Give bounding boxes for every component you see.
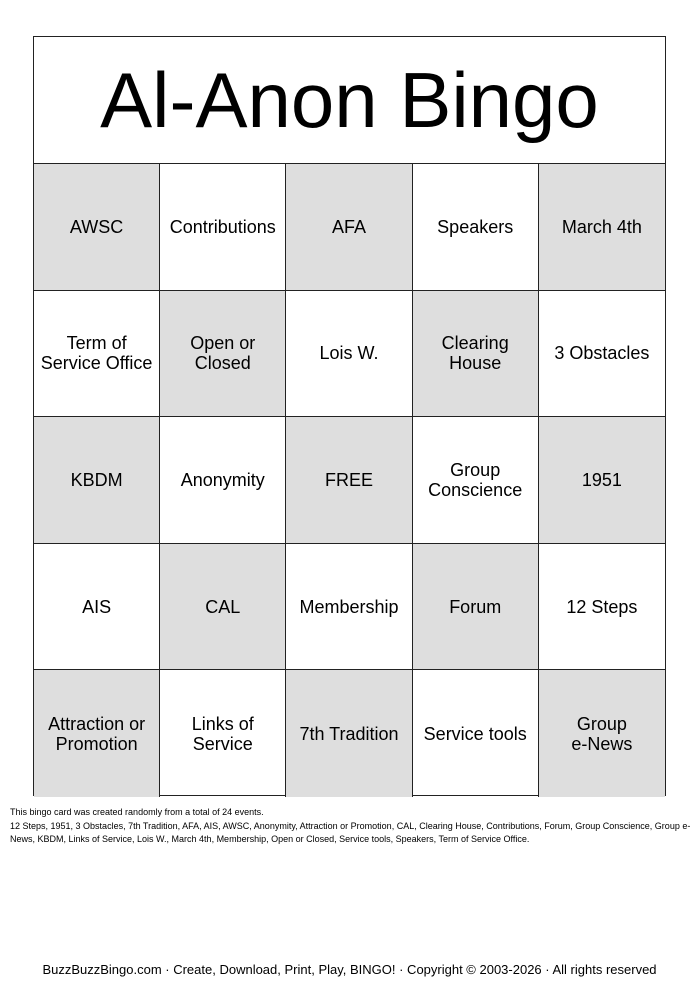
bingo-cell: Lois W.: [286, 291, 412, 418]
bingo-cell: AIS: [34, 544, 160, 671]
bingo-cell: Contributions: [160, 164, 286, 291]
bingo-cell: Links of Service: [160, 670, 286, 797]
bingo-cell: AFA: [286, 164, 412, 291]
card-note: [10, 806, 695, 847]
bingo-cell: Attraction or Promotion: [34, 670, 160, 797]
bingo-cell: Clearing House: [413, 291, 539, 418]
bingo-grid: [34, 164, 665, 797]
bingo-cell: 3 Obstacles: [539, 291, 665, 418]
bingo-cell: FREE: [286, 417, 412, 544]
bingo-cell: March 4th: [539, 164, 665, 291]
bingo-cell: Speakers: [413, 164, 539, 291]
bingo-cell: Group Conscience: [413, 417, 539, 544]
bingo-cell: AWSC: [34, 164, 160, 291]
note-summary: This bingo card was created randomly from a total of 24 events.: [10, 807, 264, 817]
bingo-cell: Anonymity: [160, 417, 286, 544]
page-footer: BuzzBuzzBingo.com · Create, Download, Print, Play, BINGO! · Copyright © 2003-2026 · All rights reserved: [42, 962, 657, 977]
bingo-cell: 12 Steps: [539, 544, 665, 671]
bingo-cell: Group e-News: [539, 670, 665, 797]
bingo-cell: KBDM: [34, 417, 160, 544]
bingo-cell: Open or Closed: [160, 291, 286, 418]
note-event-list: 12 Steps, 1951, 3 Obstacles, 7th Tradition, AFA, AIS, AWSC, Anonymity, Attraction or Promotion, CAL, Clearing House, Contributions, Forum, Group Conscience, Group e-News, KBDM, Links of Service, Lois W., March 4th, Membership, Open or Closed, Service tools, Speakers, Term of Service Office.: [10, 820, 691, 844]
card-title: Al-Anon Bingo: [34, 37, 665, 164]
bingo-cell: 1951: [539, 417, 665, 544]
bingo-cell: 7th Tradition: [286, 670, 412, 797]
bingo-card: [33, 36, 666, 796]
bingo-cell: Term of Service Office: [34, 291, 160, 418]
bingo-cell: Membership: [286, 544, 412, 671]
bingo-cell: Forum: [413, 544, 539, 671]
bingo-cell: CAL: [160, 544, 286, 671]
bingo-cell: Service tools: [413, 670, 539, 797]
